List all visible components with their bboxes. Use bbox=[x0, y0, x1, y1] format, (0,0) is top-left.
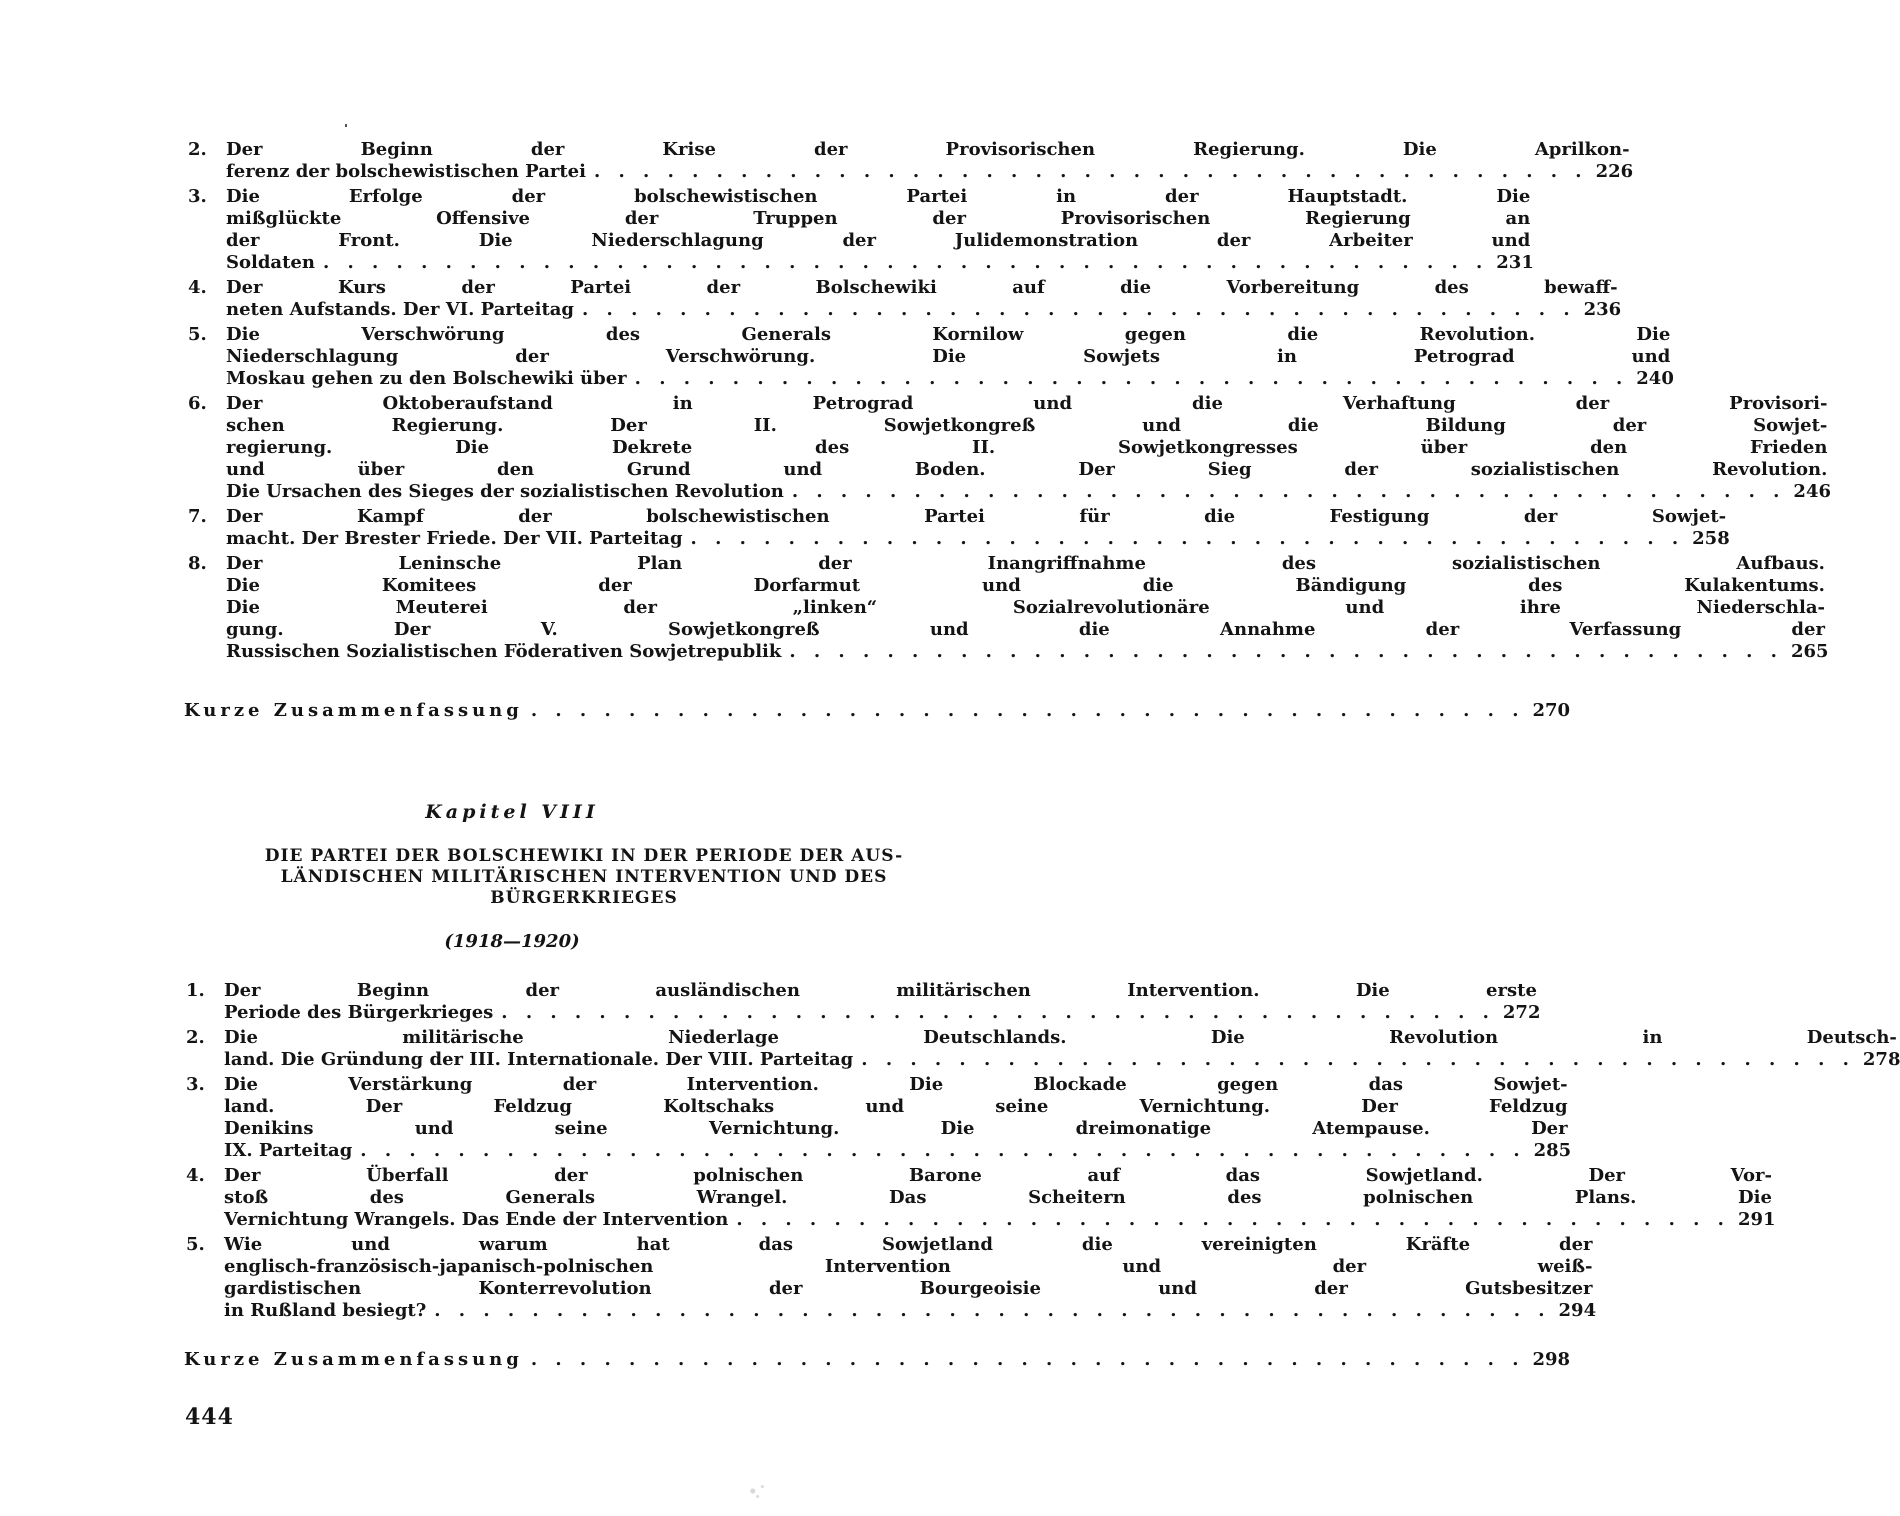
entry-line: Russischen Sozialistischen Föderativen Sowjetrepublik bbox=[226, 641, 782, 662]
entry-line: Der Leninsche Plan der Inangriffnahme des sozialistischen Aufbaus. bbox=[226, 553, 1825, 574]
entry-text bbox=[226, 553, 1829, 663]
dot-leader: . . . . . . . . . . . . . . . . . . . . . . . . . . . . . . . . . . . . . . . . . bbox=[530, 1349, 1525, 1370]
page-number: 444 bbox=[185, 1404, 234, 1430]
entry-page-number: 258 bbox=[1692, 528, 1730, 549]
summary-page-number: 270 bbox=[1532, 700, 1571, 721]
chapter-title-line: DIE PARTEI DER BOLSCHEWIKI IN DER PERIODE DER AUS- bbox=[264, 846, 904, 866]
entry-page-number: 285 bbox=[1533, 1140, 1572, 1161]
print-speck bbox=[345, 124, 347, 127]
dot-leader: . . . . . . . . . . . . . . . . . . . . . . . . . . . . . . . . . . . . . . . . . . . . . . bbox=[434, 1300, 1551, 1321]
entry-line: Die Verschwörung des Generals Kornilow gegen die Revolution. Die bbox=[226, 324, 1671, 345]
print-smudge bbox=[740, 1480, 772, 1502]
toc-entry bbox=[186, 1074, 1572, 1162]
entry-last-line bbox=[226, 481, 1831, 503]
toc-entry bbox=[188, 393, 1831, 503]
entry-line: IX. Parteitag bbox=[224, 1140, 353, 1161]
entry-text bbox=[226, 506, 1730, 550]
entry-line: Die Meuterei der „linken“ Sozialrevolutionäre und ihre Niederschla- bbox=[226, 597, 1825, 618]
chapter-years: (1918—1920) bbox=[444, 931, 580, 952]
summary-label: Kurze Zusammenfassung bbox=[184, 1349, 523, 1370]
entry-number: 4. bbox=[186, 1165, 205, 1186]
summary-entry bbox=[184, 1349, 1571, 1371]
entry-line: Niederschlagung der Verschwörung. Die Sowjets in Petrograd und bbox=[226, 346, 1671, 367]
toc-entry bbox=[188, 324, 1674, 390]
entry-page-number: 246 bbox=[1793, 481, 1831, 502]
entry-last-line bbox=[224, 1002, 1541, 1024]
entry-page-number: 278 bbox=[1862, 1049, 1900, 1070]
toc-entry bbox=[188, 277, 1622, 321]
toc-entry bbox=[186, 1234, 1597, 1322]
entry-text bbox=[224, 1027, 1900, 1071]
dot-leader: . . . . . . . . . . . . . . . . . . . . . . . . . . . . . . . . . . . . . . . . . bbox=[582, 299, 1576, 320]
entry-line: Der Oktoberaufstand in Petrograd und die Verhaftung der Provisori- bbox=[226, 393, 1828, 414]
entry-page-number: 272 bbox=[1502, 1002, 1541, 1023]
entry-page-number: 294 bbox=[1558, 1300, 1597, 1321]
entry-text bbox=[226, 393, 1831, 503]
entry-line: Die militärische Niederlage Deutschlands. Die Revolution in Deutsch- bbox=[224, 1027, 1897, 1048]
toc-entry bbox=[188, 553, 1829, 663]
entry-number: 2. bbox=[186, 1027, 205, 1048]
entry-line: in Rußland besiegt? bbox=[224, 1300, 427, 1321]
entry-line: Soldaten bbox=[226, 252, 315, 273]
entry-number: 5. bbox=[188, 324, 207, 345]
dot-leader: . . . . . . . . . . . . . . . . . . . . . . . . . . . . . . . . . . . . . . . . . . . . . . . . bbox=[360, 1140, 1526, 1161]
entry-line: land. Die Gründung der III. Internationale. Der VIII. Parteitag bbox=[224, 1049, 854, 1070]
entry-text bbox=[226, 277, 1622, 321]
entry-text bbox=[224, 1074, 1572, 1162]
entry-line: Moskau gehen zu den Bolschewiki über bbox=[226, 368, 627, 389]
entry-last-line bbox=[226, 161, 1634, 183]
entry-line: stoß des Generals Wrangel. Das Scheitern des polnischen Plans. Die bbox=[224, 1187, 1772, 1208]
dot-leader: . . . . . . . . . . . . . . . . . . . . . . . . . . . . . . . . . . . . . . . . . bbox=[530, 700, 1525, 721]
entry-number: 4. bbox=[188, 277, 207, 298]
entry-line: Der Beginn der ausländischen militärischen Intervention. Die erste bbox=[224, 980, 1537, 1001]
entry-page-number: 291 bbox=[1737, 1209, 1776, 1230]
entry-line: Der Überfall der polnischen Barone auf das Sowjetland. Der Vor- bbox=[224, 1165, 1772, 1186]
entry-line: gung. Der V. Sowjetkongreß und die Annahme der Verfassung der bbox=[226, 619, 1825, 640]
entry-number: 5. bbox=[186, 1234, 205, 1255]
dot-leader: . . . . . . . . . . . . . . . . . . . . . . . . . . . . . . . . . . . . . . . . . bbox=[861, 1049, 1855, 1070]
entry-number: 1. bbox=[186, 980, 205, 1001]
entry-line: Der Kurs der Partei der Bolschewiki auf die Vorbereitung des bewaff- bbox=[226, 277, 1618, 298]
entry-text bbox=[226, 324, 1674, 390]
dot-leader: . . . . . . . . . . . . . . . . . . . . . . . . . . . . . . . . . . . . . . . . . bbox=[736, 1209, 1730, 1230]
entry-page-number: 265 bbox=[1790, 641, 1829, 662]
entry-line: Vernichtung Wrangels. Das Ende der Intervention bbox=[224, 1209, 729, 1230]
entry-line: Denikins und seine Vernichtung. Die dreimonatige Atempause. Der bbox=[224, 1118, 1568, 1139]
entry-number: 7. bbox=[188, 506, 207, 527]
entry-line: gardistischen Konterrevolution der Bourgeoisie und der Gutsbesitzer bbox=[224, 1278, 1593, 1299]
entry-line: und über den Grund und Boden. Der Sieg der sozialistischen Revolution. bbox=[226, 459, 1828, 480]
entry-page-number: 236 bbox=[1583, 299, 1622, 320]
entry-number: 8. bbox=[188, 553, 207, 574]
entry-last-line bbox=[224, 1300, 1597, 1322]
entry-line: englisch-französisch-japanisch-polnischen Intervention und der weiß- bbox=[224, 1256, 1593, 1277]
entry-last-line bbox=[224, 1049, 1900, 1071]
entry-line: Der Kampf der bolschewistischen Partei für die Festigung der Sowjet- bbox=[226, 506, 1727, 527]
entry-line: Der Beginn der Krise der Provisorischen Regierung. Die Aprilkon- bbox=[226, 139, 1630, 160]
entry-number: 3. bbox=[186, 1074, 205, 1095]
entry-line: mißglückte Offensive der Truppen der Provisorischen Regierung an bbox=[226, 208, 1531, 229]
chapter-title-line: BÜRGERKRIEGES bbox=[490, 888, 678, 908]
entry-line: Periode des Bürgerkrieges bbox=[224, 1002, 494, 1023]
toc-entry bbox=[188, 506, 1730, 550]
entry-line: Die Ursachen des Sieges der sozialistischen Revolution bbox=[226, 481, 784, 502]
entry-last-line bbox=[224, 1209, 1776, 1231]
entry-line: Die Erfolge der bolschewistischen Partei in der Hauptstadt. Die bbox=[226, 186, 1531, 207]
entry-text bbox=[224, 980, 1541, 1024]
chapter-label: Kapitel VIII bbox=[425, 801, 599, 823]
toc-entry bbox=[186, 1165, 1776, 1231]
toc-entry bbox=[188, 139, 1634, 183]
entry-line: der Front. Die Niederschlagung der Julidemonstration der Arbeiter und bbox=[226, 230, 1531, 251]
dot-leader: . . . . . . . . . . . . . . . . . . . . . . . . . . . . . . . . . . . . . . . . . bbox=[789, 641, 1783, 662]
chapter-title bbox=[226, 846, 942, 909]
chapter-title-line: LÄNDISCHEN MILITÄRISCHEN INTERVENTION UND DES bbox=[280, 867, 888, 887]
entry-line: macht. Der Brester Friede. Der VII. Parteitag bbox=[226, 528, 683, 549]
entry-number: 3. bbox=[188, 186, 207, 207]
dot-leader: . . . . . . . . . . . . . . . . . . . . . . . . . . . . . . . . . . . . . . . . . . . . . . . . bbox=[322, 252, 1489, 273]
entry-page-number: 226 bbox=[1595, 161, 1634, 182]
toc-entry bbox=[186, 980, 1541, 1024]
dot-leader: . . . . . . . . . . . . . . . . . . . . . . . . . . . . . . . . . . . . . . . . . bbox=[593, 161, 1588, 182]
entry-line: Die Komitees der Dorfarmut und die Bändigung des Kulakentums. bbox=[226, 575, 1825, 596]
toc-section-chapter-7 bbox=[188, 139, 1831, 666]
entry-line: neten Aufstands. Der VI. Parteitag bbox=[226, 299, 575, 320]
toc-entry bbox=[186, 1027, 1900, 1071]
entry-number: 6. bbox=[188, 393, 207, 414]
entry-last-line bbox=[226, 641, 1829, 663]
summary-page-number: 298 bbox=[1532, 1349, 1571, 1370]
dot-leader: . . . . . . . . . . . . . . . . . . . . . . . . . . . . . . . . . . . . . . . . . bbox=[501, 1002, 1495, 1023]
entry-line: Wie und warum hat das Sowjetland die vereinigten Kräfte der bbox=[224, 1234, 1593, 1255]
entry-last-line bbox=[224, 1140, 1572, 1162]
dot-leader: . . . . . . . . . . . . . . . . . . . . . . . . . . . . . . . . . . . . . . . . . bbox=[690, 528, 1685, 549]
toc-section-chapter-8 bbox=[186, 980, 1900, 1325]
entry-line: land. Der Feldzug Koltschaks und seine Vernichtung. Der Feldzug bbox=[224, 1096, 1568, 1117]
entry-text bbox=[226, 186, 1534, 274]
summary-entry bbox=[184, 700, 1571, 722]
entry-line: schen Regierung. Der II. Sowjetkongreß und die Bildung der Sowjet- bbox=[226, 415, 1828, 436]
entry-text bbox=[226, 139, 1634, 183]
entry-text bbox=[224, 1165, 1776, 1231]
entry-last-line bbox=[226, 252, 1534, 274]
entry-page-number: 240 bbox=[1636, 368, 1674, 389]
entry-line: regierung. Die Dekrete des II. Sowjetkongresses über den Frieden bbox=[226, 437, 1828, 458]
entry-last-line bbox=[226, 299, 1622, 321]
entry-line: ferenz der bolschewistischen Partei bbox=[226, 161, 586, 182]
entry-line: Die Verstärkung der Intervention. Die Blockade gegen das Sowjet- bbox=[224, 1074, 1568, 1095]
dot-leader: . . . . . . . . . . . . . . . . . . . . . . . . . . . . . . . . . . . . . . . . . bbox=[634, 368, 1629, 389]
summary-label: Kurze Zusammenfassung bbox=[184, 700, 523, 721]
entry-number: 2. bbox=[188, 139, 207, 160]
entry-page-number: 231 bbox=[1496, 252, 1534, 273]
entry-last-line bbox=[226, 368, 1674, 390]
dot-leader: . . . . . . . . . . . . . . . . . . . . . . . . . . . . . . . . . . . . . . . . . bbox=[791, 481, 1786, 502]
toc-entry bbox=[188, 186, 1534, 274]
entry-last-line bbox=[226, 528, 1730, 550]
entry-text bbox=[224, 1234, 1597, 1322]
